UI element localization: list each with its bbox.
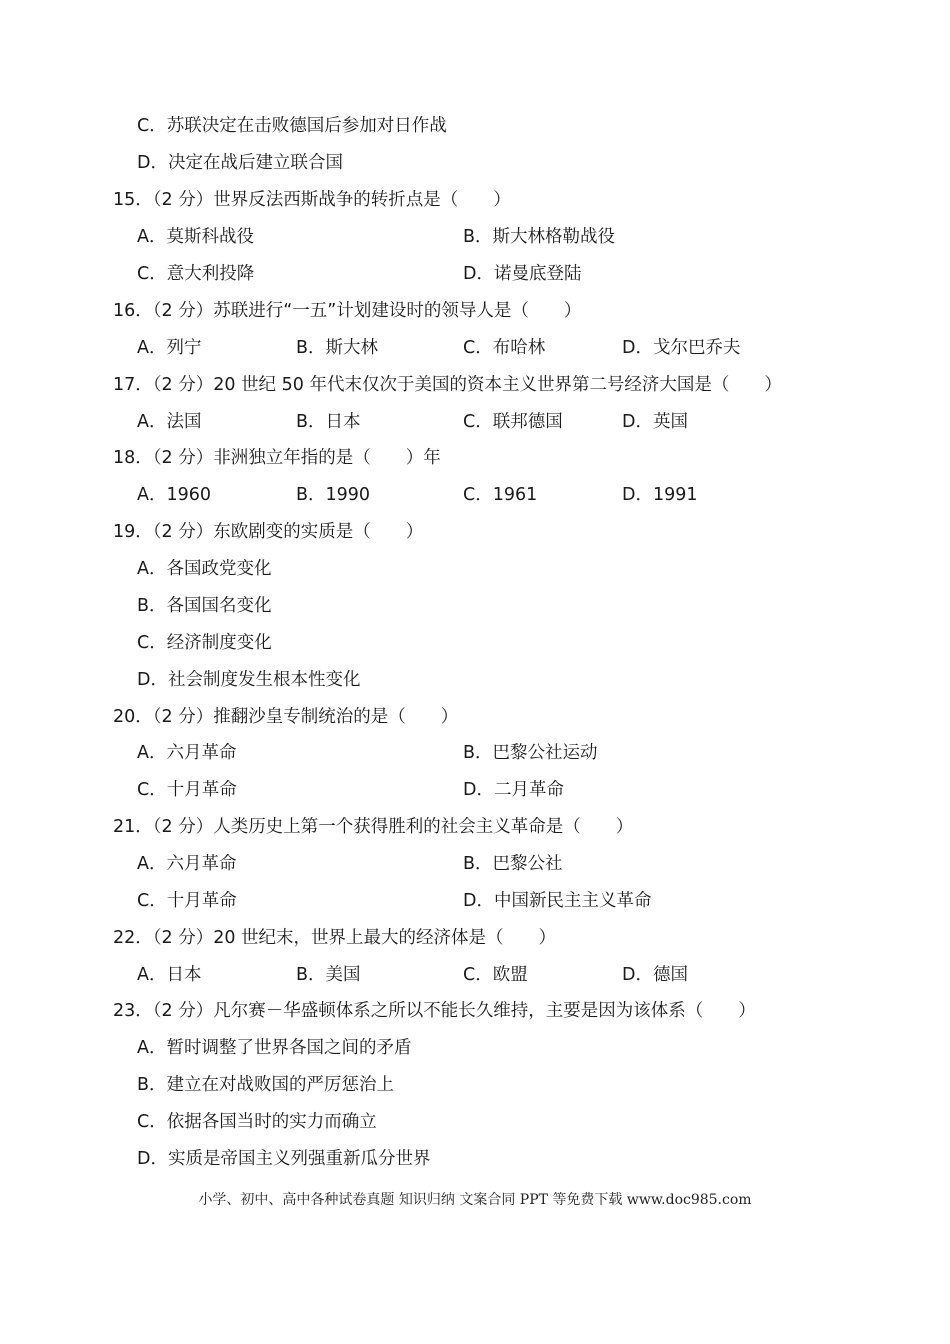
q16-option-b: B．斯大林 — [296, 338, 379, 358]
q18-option-a: A．1960 — [137, 485, 212, 505]
q17-option-b: B．日本 — [296, 412, 361, 432]
q23-stem: 23．（2 分）凡尔赛－华盛顿体系之所以不能长久维持，主要是因为该体系（ ） — [113, 1001, 756, 1021]
q19-option-b: B．各国国名变化 — [137, 596, 272, 616]
q23-option-c: C．依据各国当时的实力而确立 — [137, 1112, 377, 1132]
q15-option-c: C．意大利投降 — [137, 264, 255, 284]
q19-stem: 19．（2 分）东欧剧变的实质是（ ） — [113, 522, 424, 542]
q23-option-b: B．建立在对战败国的严厉惩治上 — [137, 1075, 395, 1095]
q17-stem: 17．（2 分）20 世纪 50 年代末仅次于美国的资本主义世界第二号经济大国是（ ） — [113, 375, 782, 395]
q17-option-d: D．英国 — [622, 412, 688, 432]
q15-option-a: A．莫斯科战役 — [137, 227, 254, 247]
q20-option-a: A．六月革命 — [137, 743, 237, 763]
q23-option-d: D．实质是帝国主义列强重新瓜分世界 — [137, 1149, 431, 1169]
q19-option-c: C．经济制度变化 — [137, 633, 272, 653]
q17-option-c: C．联邦德国 — [463, 412, 563, 432]
q18-stem: 18．（2 分）非洲独立年指的是（ ）年 — [113, 448, 441, 468]
q17-option-a: A．法国 — [137, 412, 202, 432]
q14-option-c: C．苏联决定在击败德国后参加对日作战 — [137, 116, 447, 136]
q19-option-d: D．社会制度发生根本性变化 — [137, 670, 361, 690]
q18-option-b: B．1990 — [296, 485, 371, 505]
q22-option-a: A．日本 — [137, 965, 202, 985]
q21-stem: 21．（2 分）人类历史上第一个获得胜利的社会主义革命是（ ） — [113, 817, 634, 837]
q18-option-c: C．1961 — [463, 485, 538, 505]
q15-option-b: B．斯大林格勒战役 — [463, 227, 616, 247]
q22-option-b: B．美国 — [296, 965, 361, 985]
q16-stem: 16．（2 分）苏联进行“一五”计划建设时的领导人是（ ） — [113, 301, 582, 321]
q16-option-a: A．列宁 — [137, 338, 202, 358]
q21-option-c: C．十月革命 — [137, 891, 237, 911]
q20-option-b: B．巴黎公社运动 — [463, 743, 598, 763]
q16-option-d: D．戈尔巴乔夫 — [622, 338, 741, 358]
q16-option-c: C．布哈林 — [463, 338, 546, 358]
q15-stem: 15．（2 分）世界反法西斯战争的转折点是（ ） — [113, 190, 511, 210]
q22-option-c: C．欧盟 — [463, 965, 528, 985]
q20-option-c: C．十月革命 — [137, 780, 237, 800]
q22-option-d: D．德国 — [622, 965, 688, 985]
q14-option-d: D．决定在战后建立联合国 — [137, 153, 343, 173]
q19-option-a: A．各国政党变化 — [137, 559, 272, 579]
q23-option-a: A．暂时调整了世界各国之间的矛盾 — [137, 1038, 412, 1058]
page-footer: 小学、初中、高中各种试卷真题 知识归纳 文案合同 PPT 等免费下载 www.doc985.com — [198, 1192, 752, 1208]
q18-option-d: D．1991 — [622, 485, 698, 505]
q20-option-d: D．二月革命 — [463, 780, 564, 800]
q21-option-b: B．巴黎公社 — [463, 854, 563, 874]
q22-stem: 22．（2 分）20 世纪末，世界上最大的经济体是（ ） — [113, 928, 557, 948]
q15-option-d: D．诺曼底登陆 — [463, 264, 582, 284]
q21-option-a: A．六月革命 — [137, 854, 237, 874]
q21-option-d: D．中国新民主主义革命 — [463, 891, 652, 911]
q20-stem: 20．（2 分）推翻沙皇专制统治的是（ ） — [113, 707, 459, 727]
